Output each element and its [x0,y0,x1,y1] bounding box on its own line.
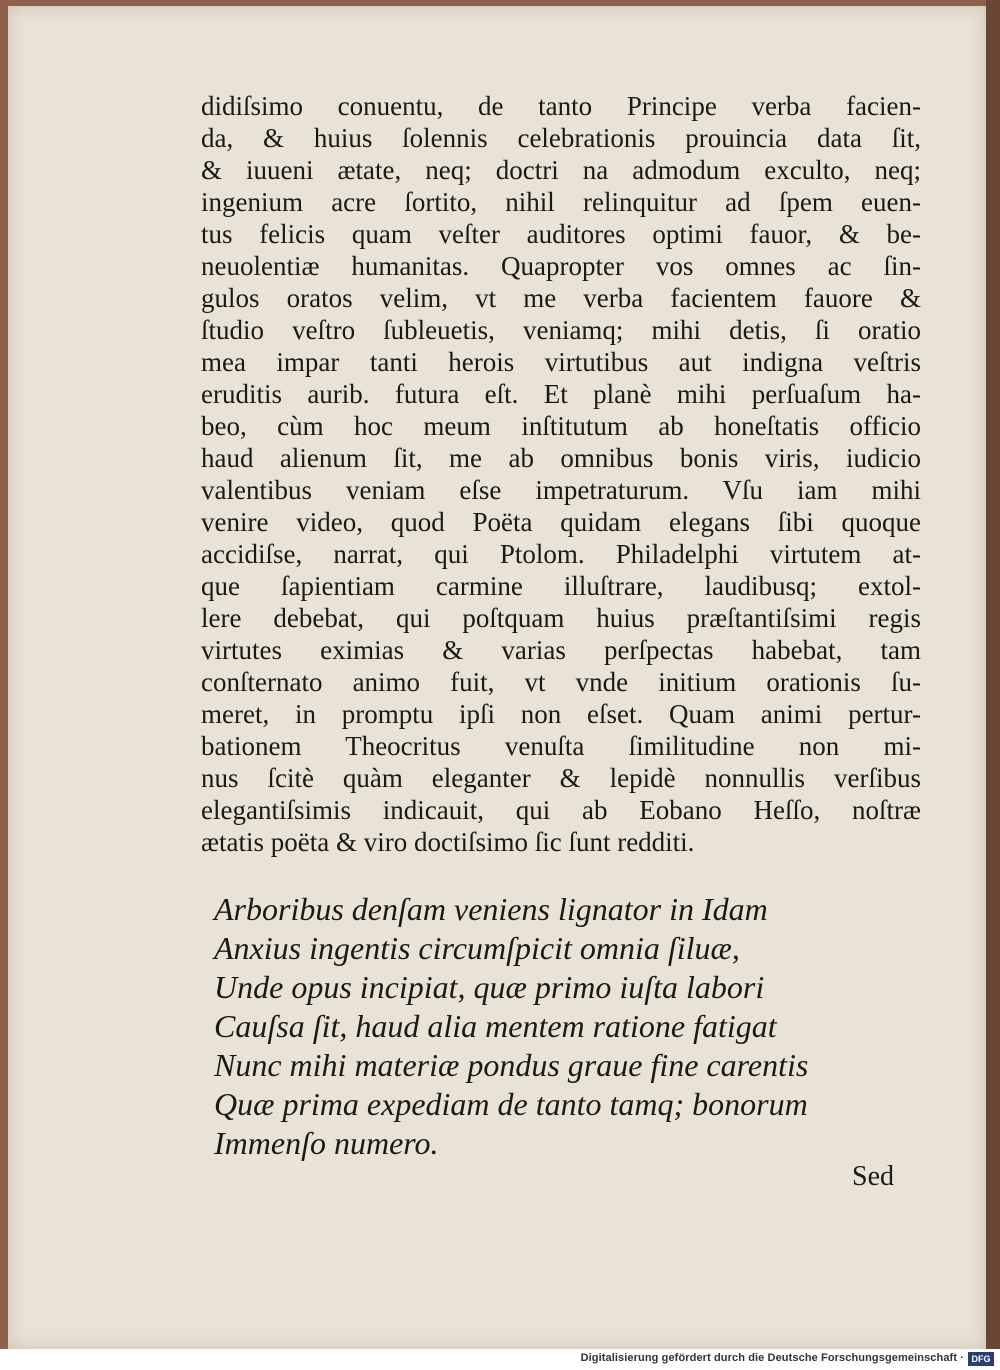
prose-line: conſternato animo fuit, vt vnde initium orationis ſu- [201,667,921,697]
prose-line: ætatis poëta & viro doctiſsimo ſic ſunt redditi. [201,827,695,857]
prose-line: accidiſse, narrat, qui Ptolom. Philadelphi virtutem at- [201,539,921,569]
prose-line: didiſsimo conuentu, de tanto Principe verba facien- [201,91,921,121]
prose-line: & iuueni ætate, neq; doctri na admodum exculto, neq; [201,155,921,185]
prose-line: valentibus veniam eſse impetraturum. Vſu iam mihi [201,475,921,505]
verse-line: Cauſsa ſit, haud alia mentem ratione fatigat [214,1008,777,1044]
digitization-footer [0,1349,1000,1370]
prose-line: neuolentiæ humanitas. Quapropter vos omnes ac ſin- [201,251,921,281]
dfg-logo-icon: DFG [968,1352,994,1366]
prose-line: lere debebat, qui poſtquam huius præſtantiſsimi regis [201,603,921,633]
prose-line: mea impar tanti herois virtutibus aut indigna veſtris [201,347,921,377]
prose-line: bationem Theocritus venuſta ſimilitudine non mi- [201,731,921,761]
prose-line: gulos oratos velim, vt me verba facientem fauore & [201,283,921,313]
prose-line: beo, cùm hoc meum inſtitutum ab honeſtatis officio [201,411,921,441]
verse-line: Anxius ingentis circumſpicit omnia ſiluæ, [214,930,740,966]
prose-line: tus felicis quam veſter auditores optimi fauor, & be- [201,219,921,249]
verse-quotation [214,890,904,1163]
prose-line: haud alienum ſit, me ab omnibus bonis viris, iudicio [201,443,921,473]
prose-line: elegantiſsimis indicauit, qui ab Eobano Heſſo, noſtræ [201,795,921,825]
prose-line: virtutes eximias & varias perſpectas habebat, tam [201,635,921,665]
prose-line: eruditis aurib. futura eſt. Et planè mihi perſuaſum ha- [201,379,921,409]
prose-line: da, & huius ſolennis celebrationis prouincia data ſit, [201,123,921,153]
verse-line: Arboribus denſam veniens lignator in Idam [214,891,768,927]
verse-line: Quæ prima expediam de tanto tamq; bonorum [214,1086,808,1122]
book-edge [986,0,1000,1350]
prose-line: ſtudio veſtro ſubleuetis, veniamq; mihi detis, ſi oratio [201,315,921,345]
prose-line: que ſapientiam carmine illuſtrare, laudibusq; extol- [201,571,921,601]
catchword: Sed [852,1161,894,1192]
prose-line: nus ſcitè quàm eleganter & lepidè nonnullis verſibus [201,763,921,793]
verse-line: Unde opus incipiat, quæ primo iuſta labori [214,969,765,1005]
prose-line: ingenium acre ſortito, nihil relinquitur ad ſpem euen- [201,187,921,217]
verse-line: Nunc mihi materiæ pondus graue fine carentis [214,1047,809,1083]
book-page [8,6,986,1349]
footer-credit: Digitalisierung gefördert durch die Deutsche Forschungsgemeinschaft · [580,1352,964,1364]
verse-line: Immenſo numero. [214,1125,439,1161]
prose-line: meret, in promptu ipſi non eſset. Quam animi pertur- [201,699,921,729]
prose-paragraph [201,90,921,858]
prose-line: venire video, quod Poëta quidam elegans ſibi quoque [201,507,921,537]
